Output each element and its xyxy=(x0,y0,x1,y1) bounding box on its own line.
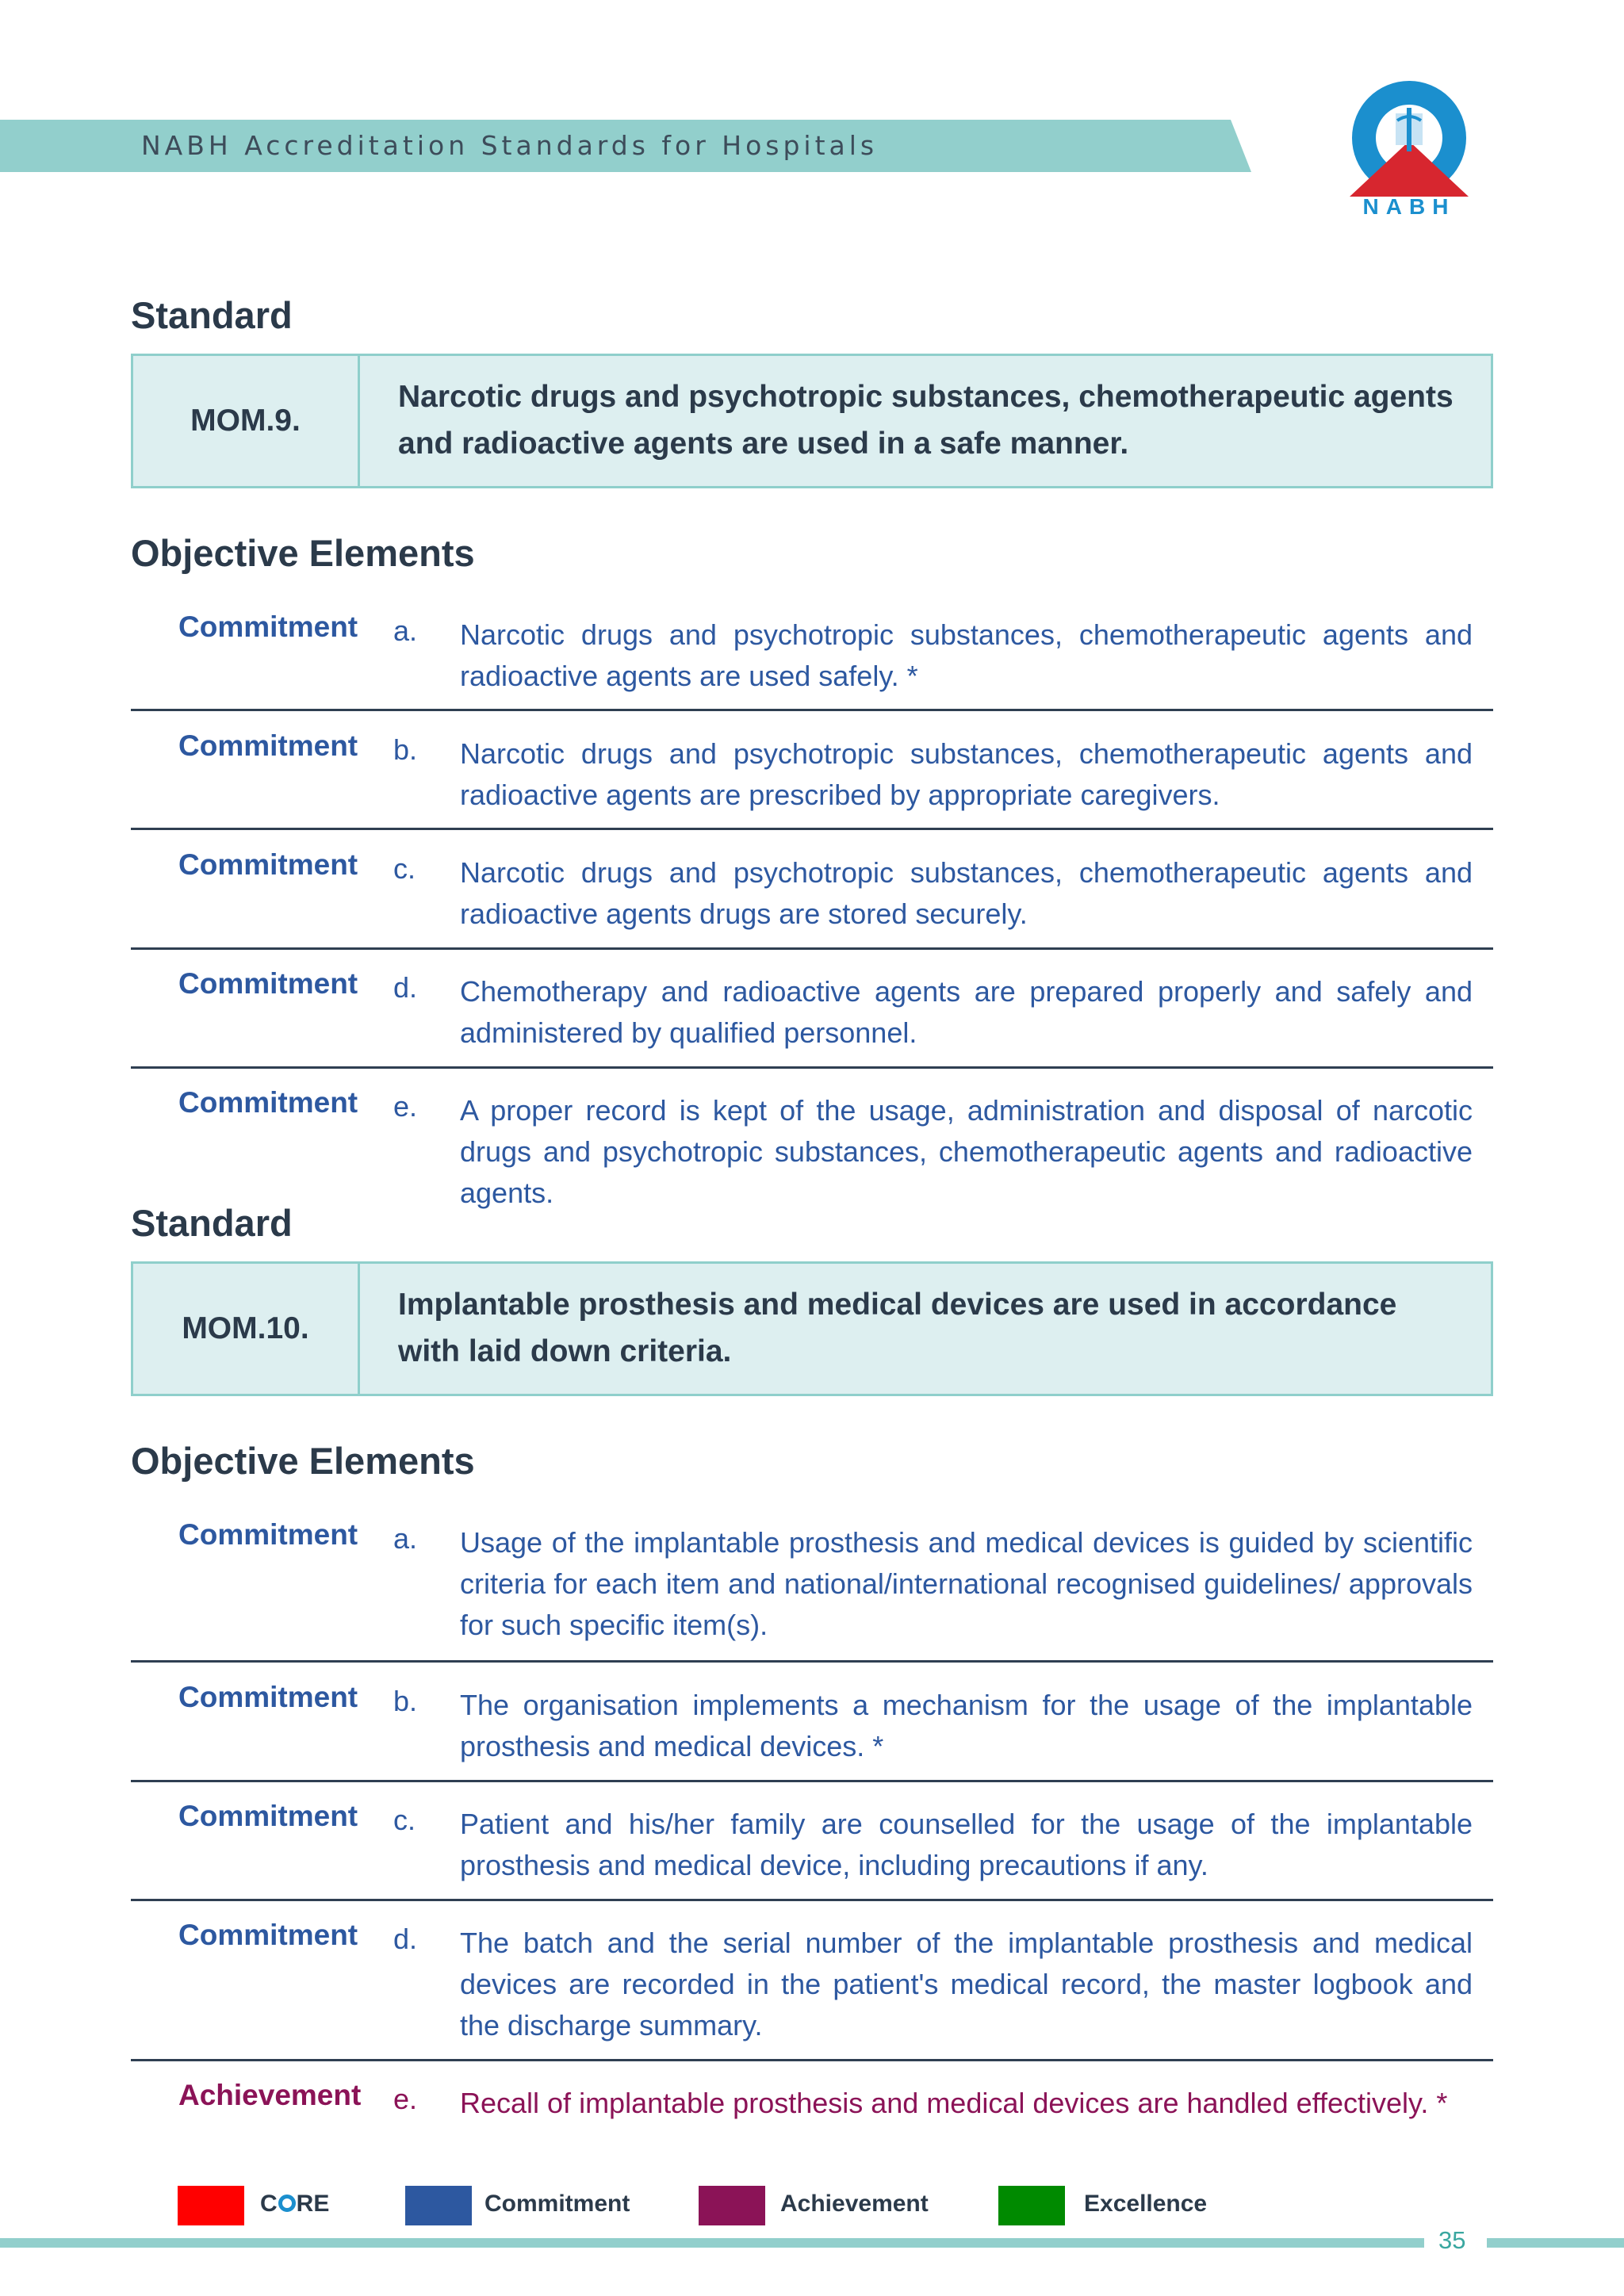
objective-element-row xyxy=(131,1086,1493,1209)
objective-elements-heading: Objective Elements xyxy=(131,1440,475,1482)
element-type: Commitment xyxy=(178,1919,358,1951)
legend-excellence-swatch xyxy=(998,2186,1065,2225)
element-type: Commitment xyxy=(178,1518,358,1551)
element-type: Commitment xyxy=(178,967,358,1000)
element-text: The batch and the serial number of the implantable prosthesis and medical devices are recorded in the patient's medical record, the master logbook and the discharge summary. xyxy=(460,1927,1473,2042)
element-type: Commitment xyxy=(178,729,358,762)
standard-text: Implantable prosthesis and medical devices are used in accordance with laid down criteria. xyxy=(398,1288,1397,1368)
element-type: Commitment xyxy=(178,1681,358,1713)
element-type: Commitment xyxy=(178,1086,358,1119)
element-letter: d. xyxy=(393,971,418,1004)
legend-core-prefix: C xyxy=(260,2191,278,2217)
element-letter: a. xyxy=(393,1522,418,1555)
element-text: Narcotic drugs and psychotropic substances, chemotherapeutic agents and radioactive agents drugs are stored securely. xyxy=(460,856,1473,930)
element-letter: b. xyxy=(393,1685,418,1717)
element-letter: c. xyxy=(393,852,416,885)
element-letter: d. xyxy=(393,1923,418,1955)
element-letter: e. xyxy=(393,2083,418,2115)
element-text: A proper record is kept of the usage, administration and disposal of narcotic drugs and psychotropic substances, chemotherapeutic agents and radioactive agents. xyxy=(460,1094,1473,1209)
header-title: NABH Accreditation Standards for Hospitals xyxy=(141,130,879,161)
element-text: Recall of implantable prosthesis and medical devices are handled effectively. * xyxy=(460,2087,1448,2119)
standard-id: MOM.10. xyxy=(133,1264,360,1394)
standard-id: MOM.9. xyxy=(133,356,360,486)
legend-commitment-swatch xyxy=(405,2186,472,2225)
legend-core-swatch xyxy=(178,2186,244,2225)
standard-heading: Standard xyxy=(131,1202,293,1244)
element-type: Commitment xyxy=(178,610,358,643)
element-letter: a. xyxy=(393,614,418,647)
logo-text: NABH xyxy=(1362,194,1456,219)
element-text: Narcotic drugs and psychotropic substances, chemotherapeutic agents and radioactive agents are prescribed by appropriate caregivers. xyxy=(460,737,1473,811)
objective-element-row xyxy=(131,1800,1493,1901)
legend-core-suffix: RE xyxy=(296,2191,330,2217)
footer-line-right xyxy=(1487,2238,1624,2248)
legend-achievement-label: Achievement xyxy=(780,2191,929,2217)
element-text: Chemotherapy and radioactive agents are prepared properly and safely and administered by qualified personnel. xyxy=(460,975,1473,1049)
standard-box xyxy=(131,354,1493,488)
element-letter: e. xyxy=(393,1090,418,1123)
objective-element-row xyxy=(131,2079,1493,2134)
standard-text: Narcotic drugs and psychotropic substances, chemotherapeutic agents and radioactive agents are used in a safe manner. xyxy=(398,380,1454,461)
standard-box xyxy=(131,1261,1493,1396)
objective-element-row xyxy=(131,1681,1493,1782)
core-o-icon xyxy=(278,2195,296,2212)
footer-line-left xyxy=(0,2238,1424,2248)
element-text: Patient and his/her family are counselled for the usage of the implantable prosthesis and medical device, including precautions if any. xyxy=(460,1808,1473,1881)
legend-excellence-label: Excellence xyxy=(1084,2191,1208,2217)
element-type: Achievement xyxy=(178,2079,362,2111)
page-number: 35 xyxy=(1438,2226,1466,2254)
objective-element-row xyxy=(131,610,1493,711)
objective-element-row xyxy=(131,967,1493,1069)
element-type: Commitment xyxy=(178,848,358,881)
objective-element-row xyxy=(131,729,1493,830)
element-letter: b. xyxy=(393,733,418,766)
legend-core-label xyxy=(260,2191,329,2218)
element-text: Narcotic drugs and psychotropic substances, chemotherapeutic agents and radioactive agents are used safely. * xyxy=(460,618,1473,692)
objective-elements-heading: Objective Elements xyxy=(131,532,475,574)
objective-element-row xyxy=(131,848,1493,950)
objective-element-row xyxy=(131,1518,1493,1663)
element-text: The organisation implements a mechanism for the usage of the implantable prosthesis and medical devices. * xyxy=(460,1689,1473,1762)
element-letter: c. xyxy=(393,1804,416,1836)
legend-commitment-label: Commitment xyxy=(485,2191,630,2217)
legend-achievement-swatch xyxy=(699,2186,765,2225)
element-type: Commitment xyxy=(178,1800,358,1832)
objective-element-row xyxy=(131,1919,1493,2061)
standard-heading: Standard xyxy=(131,294,293,336)
element-text: Usage of the implantable prosthesis and medical devices is guided by scientific criteria for each item and national/international recognised guidelines/ approvals for such specific item(s). xyxy=(460,1526,1473,1641)
